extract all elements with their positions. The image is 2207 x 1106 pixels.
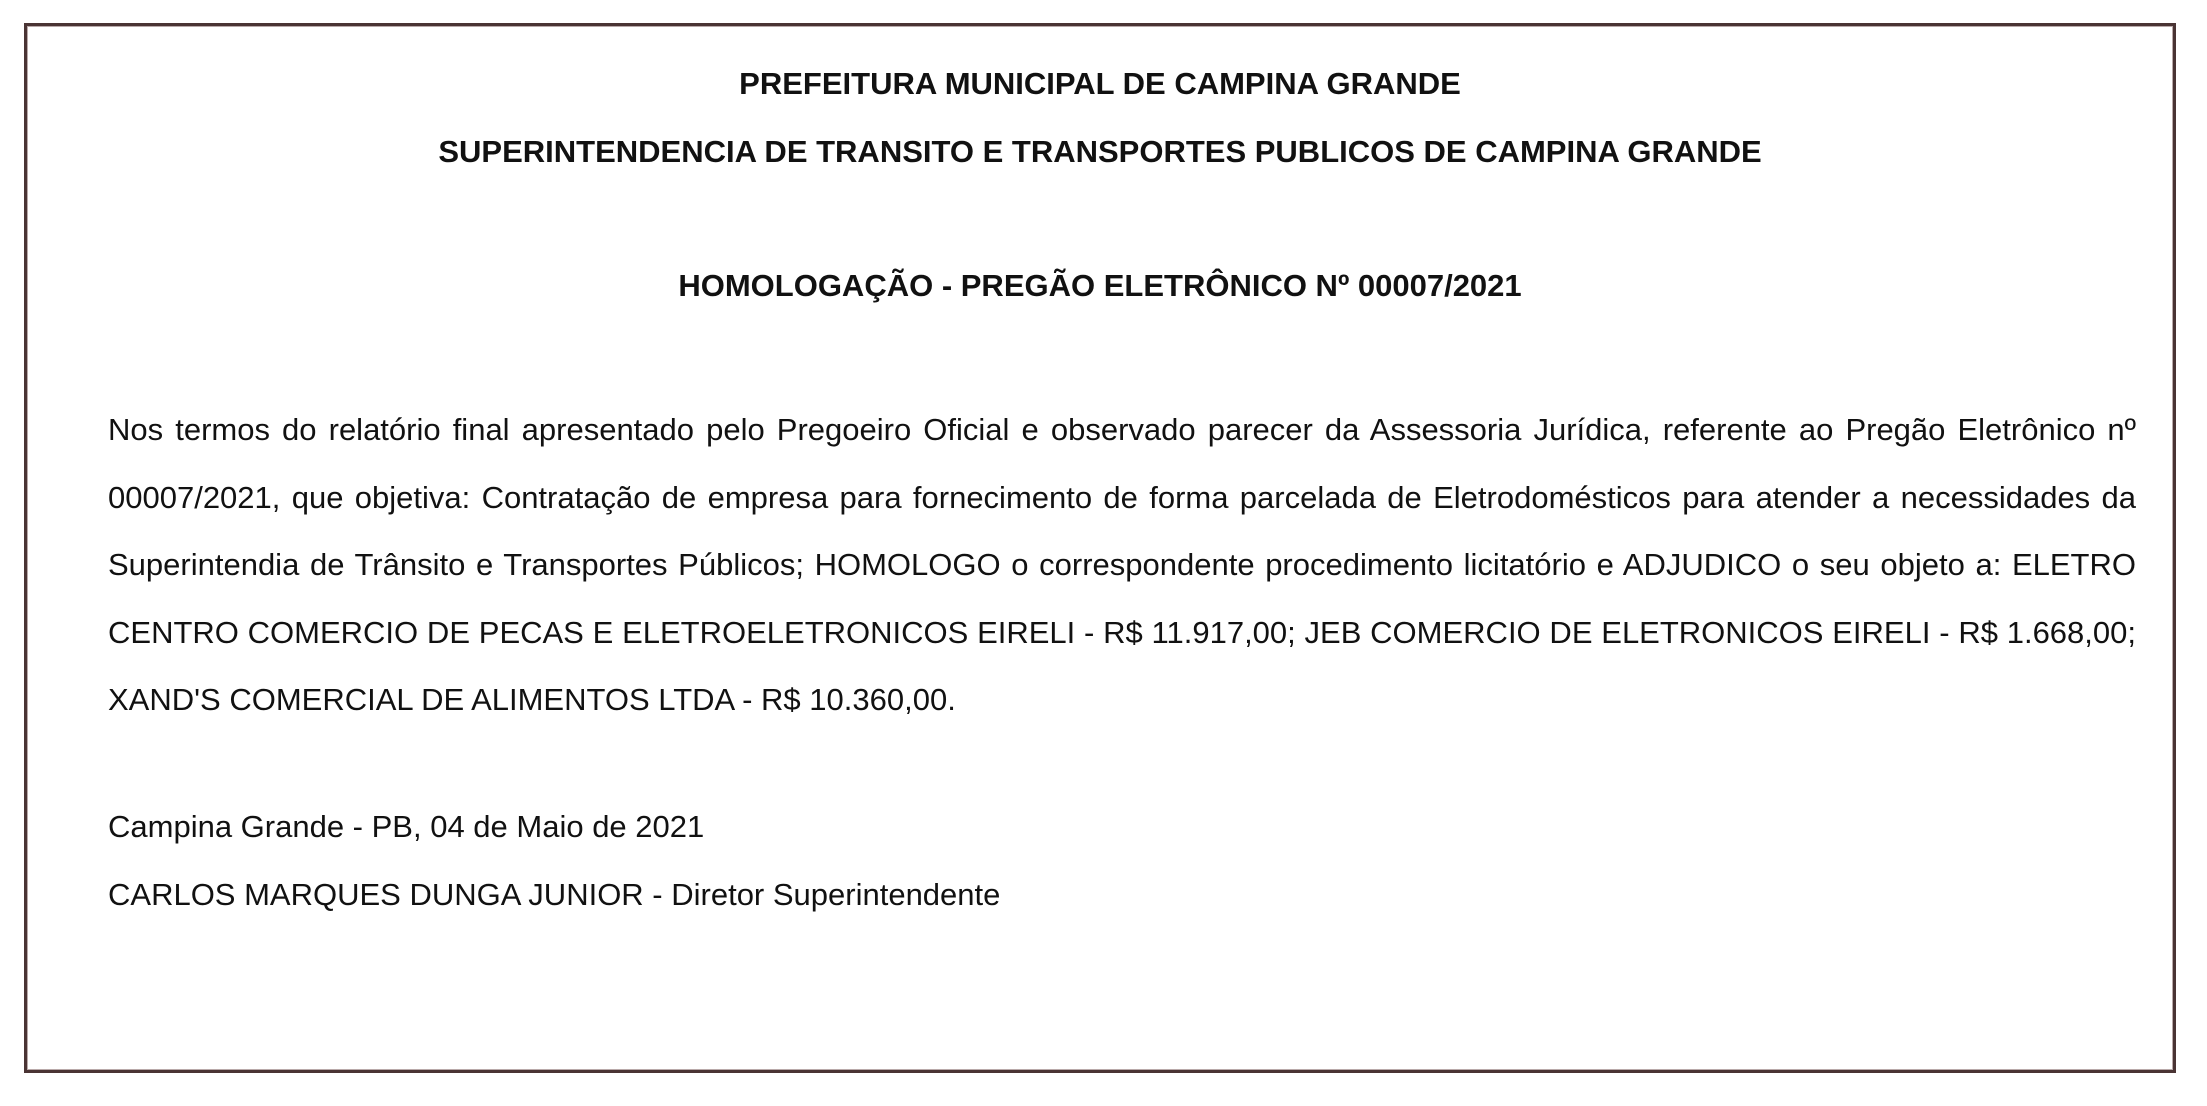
header-municipality: PREFEITURA MUNICIPAL DE CAMPINA GRANDE: [739, 66, 1461, 101]
document-title: HOMOLOGAÇÃO - PREGÃO ELETRÔNICO Nº 00007/2021: [678, 268, 1522, 303]
body-paragraph: Nos termos do relatório final apresentado pelo Pregoeiro Oficial e observado parecer da Assessoria Jurídica, referente ao Pregão Eletrônico nº 00007/2021, que objetiva: Contratação de empresa para fornecimento de forma parcelada de Eletrodomésticos para atender a necessidades da Superintendia de Trânsito e Transportes Públicos; HOMOLOGO o correspondente procedimento licitatório e ADJUDICO o seu objeto a: ELETRO CENTRO COMERCIO DE PECAS E ELETROELETRONICOS EIRELI - R$ 11.917,00; JEB COMERCIO DE ELETRONICOS EIRELI - R$ 1.668,00; XAND'S COMERCIAL DE ALIMENTOS LTDA - R$ 10.360,00.: [108, 412, 2136, 717]
document-frame: [24, 23, 2176, 1073]
header-agency: SUPERINTENDENCIA DE TRANSITO E TRANSPORTES PUBLICOS DE CAMPINA GRANDE: [438, 134, 1762, 169]
place-and-date: Campina Grande - PB, 04 de Maio de 2021: [108, 809, 705, 844]
signature-line: CARLOS MARQUES DUNGA JUNIOR - Diretor Superintendente: [108, 877, 1001, 912]
